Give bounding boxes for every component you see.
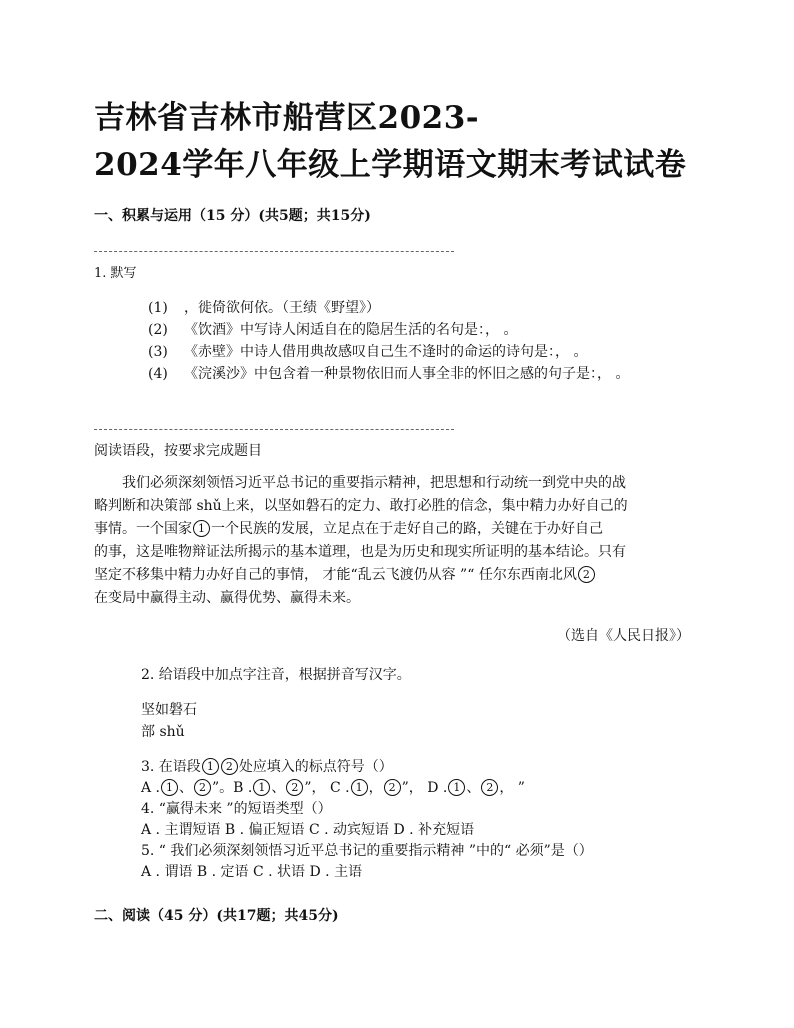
passage-line: 略判断和决策部 shǔ上来，以坚如磐石的定力、敢打必胜的信念，集中精力办好自己的	[94, 498, 628, 514]
blank-marker-1: 1	[193, 520, 210, 537]
question-2-words	[141, 699, 197, 743]
title-line-1: 吉林省吉林市船营区2023-	[94, 100, 480, 136]
question-3-label: 3. 在语段 1 2 处应填入的标点符号（）	[141, 759, 393, 775]
word-item: 坚如磐石	[141, 702, 197, 718]
list-item: (1) ，徙倚欲何依。（王绩《野望》）	[148, 300, 380, 316]
section-1-heading: 一、积累与运用（15 分）(共5题；共15分)	[94, 208, 371, 224]
question-2-label: 2. 给语段中加点字注音，根据拼音写汉字。	[141, 667, 411, 683]
marker-1: 1	[202, 758, 219, 775]
question-5-label: 5. “ 我们必须深刻领悟习近平总书记的重要指示精神 ”中的“ 必须”是（）	[141, 843, 593, 859]
list-item: (2) 《饮酒》中写诗人闲适自在的隐居生活的名句是：， 。	[148, 322, 518, 338]
questions-3-5	[141, 757, 593, 883]
question-1-items	[148, 297, 629, 385]
blank-marker-2: 2	[578, 566, 595, 583]
marker-2: 2	[221, 758, 238, 775]
passage-line: 事情。一个国家 1 一个民族的发展，立足点在于走好自己的路，关键在于办好自己	[94, 521, 603, 537]
document-title	[94, 95, 734, 189]
divider-1	[94, 251, 454, 252]
question-3-options: A . 1 、 2 ”。B . 1 、 2 ”， C . 1 ， 2 ”， D . 1 、 2 ， ”	[141, 780, 525, 796]
question-4-options: A . 主谓短语 B . 偏正短语 C . 动宾短语 D . 补充短语	[141, 822, 475, 838]
title-line-2: 2024学年八年级上学期语文期末考试试卷	[94, 147, 687, 183]
passage-line: 坚定不移集中精力办好自己的事情， 才能“乱云飞渡仍从容 ”“ 任尔东西南北风 2	[94, 564, 694, 587]
reading-passage	[94, 472, 694, 610]
passage-line: 在变局中赢得主动、赢得优势、赢得未来。	[94, 590, 360, 606]
passage-line: 的事，这是唯物辩证法所揭示的基本道理，也是为历史和现实所证明的基本结论。只有	[94, 544, 626, 560]
passage-line: 我们必须深刻领悟习近平总书记的重要指示精神，把思想和行动统一到党中央的战	[122, 475, 626, 491]
reading-intro: 阅读语段，按要求完成题目	[94, 443, 262, 459]
list-item: (3) 《赤壁》中诗人借用典故感叹自己生不逢时的命运的诗句是：， 。	[148, 344, 588, 360]
word-item: 部 shǔ	[141, 724, 185, 740]
question-5-options: A . 谓语 B . 定语 C . 状语 D . 主语	[141, 864, 363, 880]
section-2-heading: 二、阅读（45 分）(共17题；共45分)	[94, 908, 339, 924]
question-1-label: 1. 默写	[94, 266, 137, 281]
passage-source: （选自《人民日报》）	[557, 628, 690, 644]
divider-2	[94, 429, 454, 430]
question-4-label: 4. “赢得未来 ”的短语类型（）	[141, 801, 332, 817]
list-item: (4) 《浣溪沙》中包含着一种景物依旧而人事全非的怀旧之感的句子是：， 。	[148, 366, 630, 382]
